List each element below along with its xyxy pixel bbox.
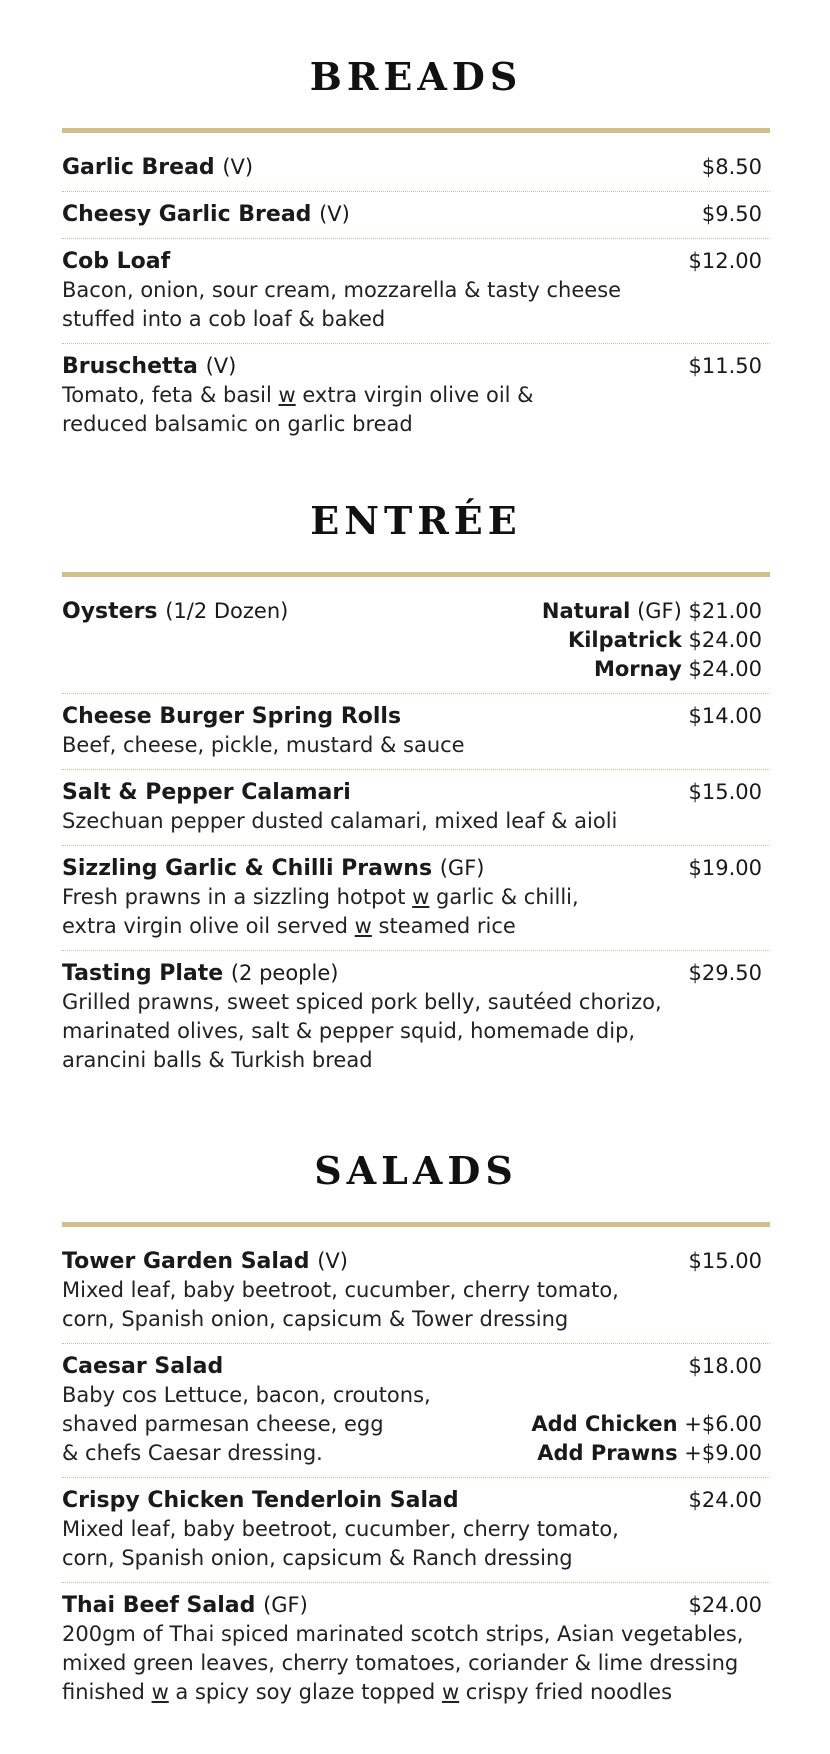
- section-entree: [62, 496, 770, 1084]
- item-price: $11.50: [688, 354, 762, 378]
- menu-item-tower-garden-salad: [62, 1239, 770, 1344]
- item-description: corn, Spanish onion, capsicum & Tower dressing: [62, 1307, 569, 1331]
- section-title-entree: ENTRÉE: [310, 498, 522, 543]
- item-description: stuffed into a cob loaf & baked: [62, 307, 386, 331]
- item-description: marinated olives, salt & pepper squid, homemade dip,: [62, 1019, 636, 1043]
- item-price: $9.50: [701, 202, 762, 226]
- item-name: Tower Garden Salad (V): [62, 1249, 348, 1274]
- menu-item-sizzling-prawns: [62, 846, 770, 951]
- item-description: reduced balsamic on garlic bread: [62, 412, 413, 436]
- menu-item-cob-loaf: [62, 239, 770, 344]
- item-name: Caesar Salad: [62, 1354, 224, 1379]
- item-description: 200gm of Thai spiced marinated scotch strips, Asian vegetables,: [62, 1622, 744, 1646]
- item-description: Mixed leaf, baby beetroot, cucumber, cherry tomato,: [62, 1278, 619, 1302]
- item-name: Cheesy Garlic Bread (V): [62, 202, 350, 227]
- section-rule: [62, 1222, 770, 1227]
- item-description: Tomato, feta & basil w extra virgin olive oil &: [62, 383, 534, 407]
- item-description: Beef, cheese, pickle, mustard & sauce: [62, 733, 465, 757]
- item-price: $14.00: [688, 704, 762, 728]
- item-price: $24.00: [688, 1593, 762, 1617]
- option-mornay: Mornay $24.00: [593, 657, 762, 681]
- item-price: $24.00: [688, 1488, 762, 1512]
- oyster-options: [542, 597, 770, 684]
- item-description: Fresh prawns in a sizzling hotpot w garlic & chilli,: [62, 885, 579, 909]
- item-price: $15.00: [688, 1249, 762, 1273]
- item-price: $18.00: [688, 1354, 762, 1378]
- item-name: Crispy Chicken Tenderloin Salad: [62, 1488, 459, 1513]
- item-name: Tasting Plate (2 people): [62, 961, 339, 986]
- section-breads: [62, 52, 770, 448]
- item-price: $15.00: [688, 780, 762, 804]
- menu-item-caesar-salad: [62, 1344, 770, 1478]
- addon-chicken: Add Chicken +$6.00: [531, 1412, 762, 1436]
- item-description: finished w a spicy soy glaze topped w crispy fried noodles: [62, 1680, 673, 1704]
- item-name: Salt & Pepper Calamari: [62, 780, 351, 805]
- item-name: Thai Beef Salad (GF): [62, 1593, 308, 1618]
- menu-item-cheese-burger-spring-rolls: [62, 694, 770, 770]
- item-price: $12.00: [688, 249, 762, 273]
- item-description: arancini balls & Turkish bread: [62, 1048, 373, 1072]
- item-description: Grilled prawns, sweet spiced pork belly, sautéed chorizo,: [62, 990, 662, 1014]
- item-description: Baby cos Lettuce, bacon, croutons,: [62, 1383, 431, 1407]
- item-name: Garlic Bread (V): [62, 155, 254, 180]
- menu-item-thai-beef-salad: [62, 1583, 770, 1716]
- item-description: & chefs Caesar dressing.: [62, 1441, 323, 1465]
- caesar-addons: [531, 1410, 762, 1468]
- section-rule: [62, 572, 770, 577]
- item-description: mixed green leaves, cherry tomatoes, coriander & lime dressing: [62, 1651, 739, 1675]
- item-name: Cob Loaf: [62, 249, 171, 274]
- item-description: Bacon, onion, sour cream, mozzarella & tasty cheese: [62, 278, 622, 302]
- item-name: Bruschetta (V): [62, 354, 237, 379]
- item-description: corn, Spanish onion, capsicum & Ranch dressing: [62, 1546, 573, 1570]
- menu-item-oysters: [62, 589, 770, 694]
- item-name: Cheese Burger Spring Rolls: [62, 704, 402, 729]
- item-description: Mixed leaf, baby beetroot, cucumber, cherry tomato,: [62, 1517, 619, 1541]
- section-salads: [62, 1146, 770, 1716]
- menu-item-crispy-chicken-salad: [62, 1478, 770, 1583]
- item-description: extra virgin olive oil served w steamed rice: [62, 914, 516, 938]
- menu-item-cheesy-garlic-bread: [62, 192, 770, 239]
- menu-item-bruschetta: [62, 344, 770, 448]
- menu-item-tasting-plate: [62, 951, 770, 1084]
- item-price: $29.50: [688, 961, 762, 985]
- option-kilpatrick: Kilpatrick $24.00: [567, 628, 762, 652]
- section-title-breads: BREADS: [309, 54, 523, 99]
- item-description: Szechuan pepper dusted calamari, mixed leaf & aioli: [62, 809, 618, 833]
- menu-item-salt-pepper-calamari: [62, 770, 770, 846]
- item-price: $8.50: [701, 155, 762, 179]
- menu-item-garlic-bread: [62, 145, 770, 192]
- addon-prawns: Add Prawns +$9.00: [537, 1441, 762, 1465]
- option-natural: Natural (GF) $21.00: [541, 599, 762, 623]
- item-description: shaved parmesan cheese, egg: [62, 1412, 384, 1436]
- section-rule: [62, 128, 770, 133]
- section-title-salads: SALADS: [314, 1148, 518, 1193]
- item-price: $19.00: [688, 856, 762, 880]
- item-name: Oysters (1/2 Dozen): [62, 599, 289, 624]
- item-name: Sizzling Garlic & Chilli Prawns (GF): [62, 856, 485, 881]
